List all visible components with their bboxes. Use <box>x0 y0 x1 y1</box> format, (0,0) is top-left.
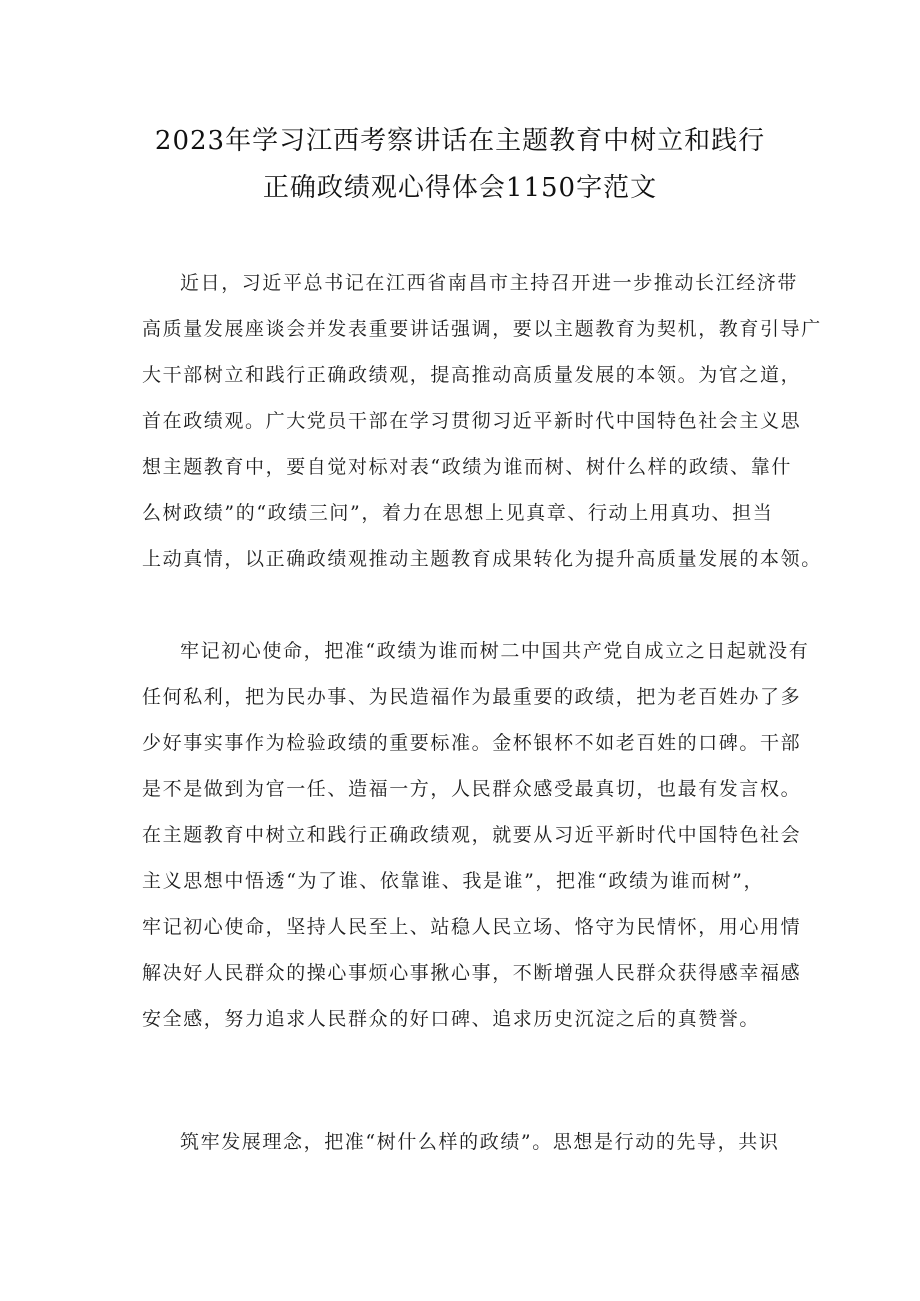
paragraph-line: 高质量发展座谈会并发表重要讲话强调，要以主题教育为契机，教育引导广 <box>142 318 822 340</box>
paragraph-line: 安全感，努力追求人民群众的好口碑、追求历史沉淀之后的真赞誉。 <box>142 1008 761 1030</box>
paragraph-line: 牢记初心使命，坚持人民至上、站稳人民立场、恪守为民情怀，用心用情 <box>142 916 802 938</box>
paragraph-line: 上动真情，以正确政绩观推动主题教育成果转化为提升高质量发展的本领。 <box>142 548 822 570</box>
paragraph-line: 少好事实事作为检验政绩的重要标准。金杯银杯不如老百姓的口碑。干部 <box>142 732 802 754</box>
paragraph-line: 任何私利，把为民办事、为民造福作为最重要的政绩，把为老百姓办了多 <box>142 686 802 708</box>
paragraph-line: 解决好人民群众的操心事烦心事揪心事，不断增强人民群众获得感幸福感 <box>142 962 802 984</box>
paragraph-line: 牢记初心使命，把准“政绩为谁而树二中国共产党自成立之日起就没有 <box>180 640 810 662</box>
document-title-line-1: 2023年学习江西考察讲话在主题教育中树立和践行 <box>154 126 766 156</box>
paragraph-line: 在主题教育中树立和践行正确政绩观，就要从习近平新时代中国特色社会 <box>142 824 802 846</box>
paragraph-line: 首在政绩观。广大党员干部在学习贯彻习近平新时代中国特色社会主义思 <box>142 410 802 432</box>
paragraph-line: 主义思想中悟透“为了谁、依靠谁、我是谁”，把准“政绩为谁而树”， <box>142 870 765 892</box>
paragraph-line: 是不是做到为官一任、造福一方，人民群众感受最真切，也最有发言权。 <box>142 778 802 800</box>
document-title-line-2: 正确政绩观心得体会1150字范文 <box>262 173 658 203</box>
paragraph-line: 么树政绩”的“政绩三问”，着力在思想上见真章、行动上用真功、担当 <box>142 502 774 524</box>
paragraph-line: 近日，习近平总书记在江西省南昌市主持召开进一步推动长江经济带 <box>180 272 799 294</box>
paragraph-line: 筑牢发展理念，把准“树什么样的政绩”。思想是行动的先导，共识 <box>180 1131 780 1153</box>
paragraph-line: 大干部树立和践行正确政绩观，提高推动高质量发展的本领。为官之道， <box>142 364 802 386</box>
paragraph-line: 想主题教育中，要自觉对标对表“政绩为谁而树、树什么样的政绩、靠什 <box>142 456 792 478</box>
